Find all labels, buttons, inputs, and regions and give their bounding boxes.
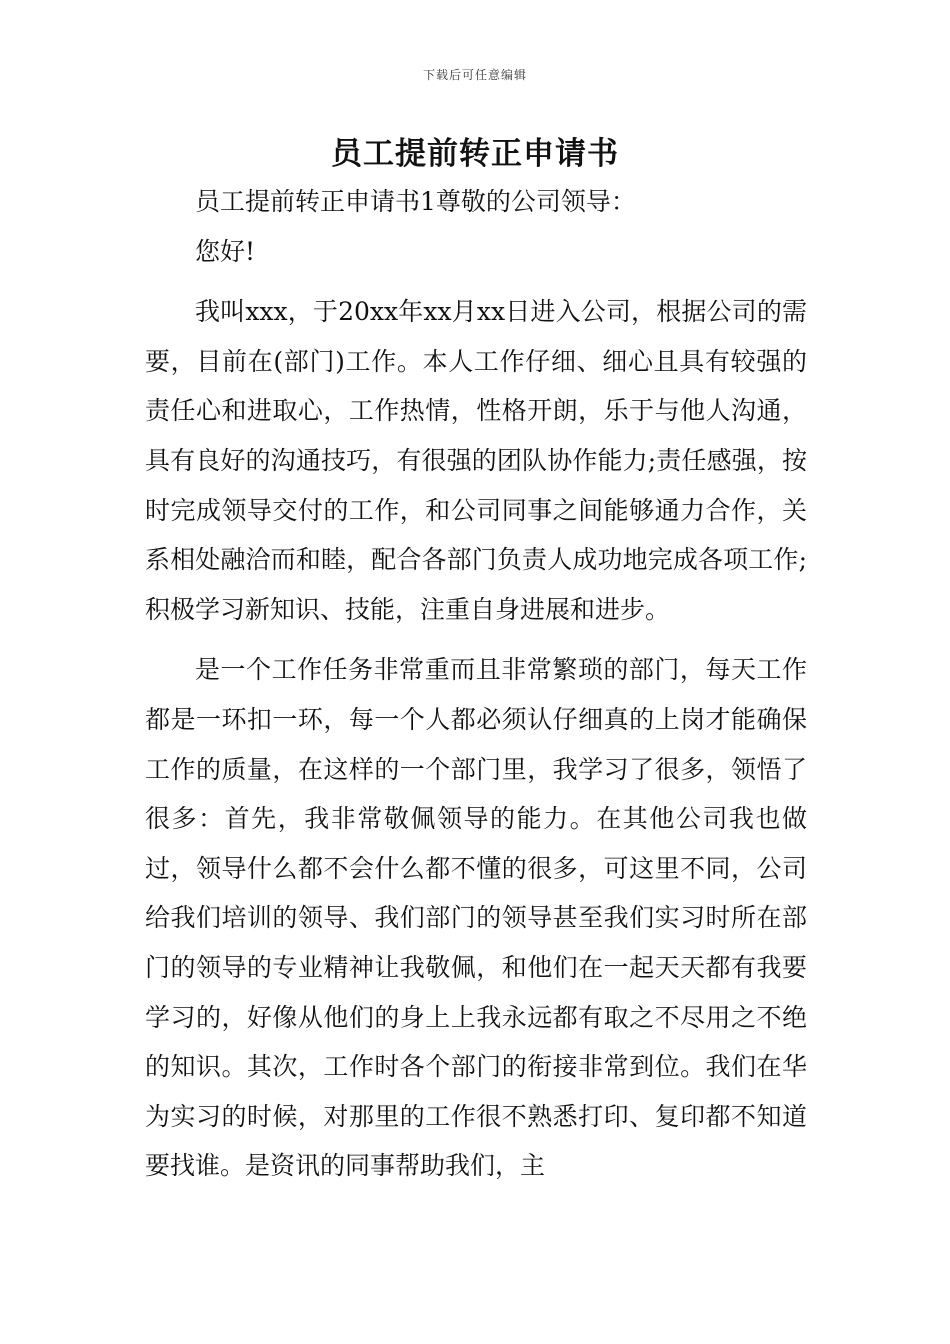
document-body xyxy=(145,177,807,1191)
paragraph-salutation: 员工提前转正申请书1尊敬的公司领导： xyxy=(195,187,636,216)
paragraph-introduction: 我叫xxx，于20xx年xx月xx日进入公司，根据公司的需要，目前在(部门)工作。本人工作仔细、细心且具有较强的责任心和进取心，工作热情，性格开朗，乐于与他人沟通，具有良好的沟通技巧，有很强的团队协作能力;责任感强，按时完成领导交付的工作，和公司同事之间能够通力合作，关系相处融洽而和睦，配合各部门负责人成功地完成各项工作;积极学习新知识、技能，注重自身进展和进步。 xyxy=(145,297,807,624)
paragraph-greeting: 您好! xyxy=(195,236,256,266)
header-note: 下载后可任意编辑 xyxy=(422,68,527,82)
document-title: 员工提前转正申请书 xyxy=(331,136,619,172)
paragraph-department: 是一个工作任务非常重而且非常繁琐的部门，每天工作都是一环扣一环，每一个人都必须认仔细真的上岗才能确保工作的质量，在这样的一个部门里，我学习了很多，领悟了很多：首先，我非常敬佩领导的能力。在其他公司我也做过，领导什么都不会什么都不懂的很多，可这里不同，公司给我们培训的领导、我们部门的领导甚至我们实习时所在部门的领导的专业精神让我敬佩，和他们在一起天天都有我要学习的，好像从他们的身上上我永远都有取之不尽用之不绝的知识。其次，工作时各个部门的衔接非常到位。我们在华为实习的时候，对那里的工作很不熟悉打印、复印都不知道要找谁。是资讯的同事帮助我们，主 xyxy=(145,655,807,1181)
